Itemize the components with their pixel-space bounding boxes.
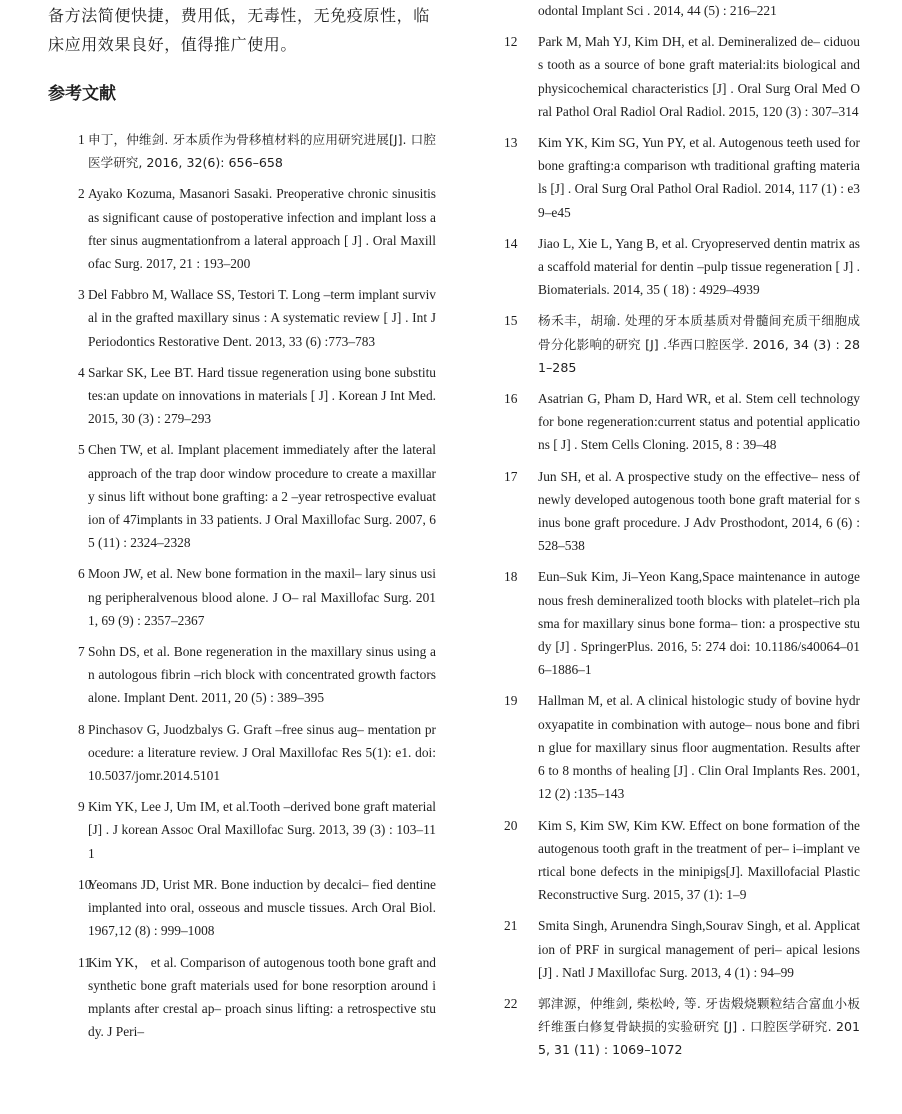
reference-text: Hallman M, et al. A clinical histologic study of bovine hydroxyapatite in combination with autoge– nous bone and fibrin glue for maxillary sinus floor augmentation. Results after 6 to 8 months of healing [J] . Clin Oral Implants Res. 2001,12 (2) :135–143: [538, 693, 860, 802]
reference-item: [498, 232, 860, 302]
reference-item: [498, 131, 860, 224]
reference-number: 12: [504, 34, 518, 50]
reference-text: Chen TW, et al. Implant placement immediately after the lateral approach of the trap door window procedure to create a maxillary sinus lift without bone grafting: a 2 –year retrospective evaluation of 47implants in 33 patients. J Oral Maxillofac Surg. 2007, 65 (11) : 2324–2328: [88, 442, 436, 551]
reference-item: [48, 361, 436, 431]
reference-text: Sarkar SK, Lee BT. Hard tissue regeneration using bone substitutes:an update on innovations in materials [ J] . Korean J Int Med. 2015, 30 (3) : 279–293: [88, 364, 436, 427]
reference-item: [498, 992, 860, 1062]
reference-number: 16: [504, 391, 518, 407]
left-column: [48, 0, 436, 1040]
reference-number: 7: [78, 644, 85, 660]
reference-item: [48, 795, 436, 865]
reference-item: [498, 309, 860, 379]
reference-number: 3: [78, 287, 85, 303]
reference-text: Eun–Suk Kim, Ji–Yeon Kang,Space maintenance in autogenous fresh demineralized tooth blocks with platelet–rich plasma for maxillary sinus bone forma– tion: a prospective study [J] . SpringerPlus. 2016, 5: 274 doi: 10.1186/s40064–016–1886–1: [538, 569, 860, 678]
reference-item: [48, 438, 436, 554]
reference-text: 杨禾丰，胡瑜. 处理的牙本质基质对骨髓间充质干细胞成骨分化影响的研究 [J] .华西口腔医学. 2016, 34 (3) : 281–285: [538, 313, 860, 375]
reference-text: 申丁，仲维剑. 牙本质作为骨移植材料的应用研究进展[J]. 口腔医学研究, 2016, 32(6): 656–658: [88, 132, 436, 171]
reference-number: 18: [504, 569, 518, 585]
references-list-left: [48, 128, 436, 1051]
reference-text: Jun SH, et al. A prospective study on the effective– ness of newly developed autogenous tooth bone graft material for sinus bone graft procedure. J Adv Prosthodont, 2014, 6 (6) : 528–538: [538, 468, 860, 554]
references-list-right: [498, 0, 860, 1070]
reference-item: [498, 0, 860, 22]
reference-number: 8: [78, 721, 85, 737]
reference-number: 13: [504, 135, 518, 151]
reference-text: Pinchasov G, Juodzbalys G. Graft –free sinus aug– mentation procedure: a literature review. J Oral Maxillofac Res 5(1): e1. doi:10.5037/jomr.2014.5101: [88, 721, 436, 784]
reference-text: Jiao L, Xie L, Yang B, et al. Cryopreserved dentin matrix as a scaffold material for dentin –pulp tissue regeneration [ J] . Biomaterials. 2014, 35 ( 18) : 4929–4939: [538, 235, 860, 298]
reference-number: 21: [504, 918, 518, 934]
reference-item: [48, 951, 436, 1044]
reference-item: [498, 387, 860, 457]
reference-item: [48, 873, 436, 943]
reference-item: [48, 562, 436, 632]
reference-text: Moon JW, et al. New bone formation in the maxil– lary sinus using peripheralvenous blood alone. J O– ral Maxillofac Surg. 2011, 69 (9) : 2357–2367: [88, 566, 436, 628]
reference-text: Park M, Mah YJ, Kim DH, et al. Demineralized de– ciduous tooth as a source of bone graft material:its biological and physicochemical characteristics [J] . Oral Surg Oral Med Oral Pathol Oral Radiol Oral Radiol. 2015, 120 (3) : 307–314: [538, 34, 860, 119]
intro-paragraph: 备方法简便快捷，费用低，无毒性，无免疫原性，临床应用效果良好，值得推广使用。: [48, 6, 430, 54]
reference-item: [48, 182, 436, 275]
reference-text: 郭津源，仲维剑, 柴松岭, 等. 牙齿煅烧颗粒结合富血小板纤维蛋白修复骨缺损的实验研究 [J] . 口腔医学研究. 2015, 31 (11) : 1069–1072: [538, 995, 860, 1058]
reference-number: 19: [504, 693, 518, 709]
reference-text: odontal Implant Sci . 2014, 44 (5) : 216–221: [538, 3, 777, 18]
reference-item: [498, 465, 860, 558]
reference-text: Ayako Kozuma, Masanori Sasaki. Preoperative chronic sinusitis as significant cause of postoperative infection and implant loss after sinus augmentationfrom a lateral approach [ J] . Oral Maxillofac Surg. 2017, 21 : 193–200: [88, 186, 436, 272]
reference-text: Smita Singh, Arunendra Singh,Sourav Singh, et al. Application of PRF in surgical management of peri– apical lesions [J] . Natl J Maxillofac Surg. 2013, 4 (1) : 94–99: [538, 918, 860, 980]
reference-text: Kim YK， et al. Comparison of autogenous tooth bone graft and synthetic bone graft materials used for bone resorption around implants after crestal ap– proach sinus lifting: a retrospective study. J Peri–: [88, 954, 436, 1040]
reference-number: 22: [504, 995, 518, 1011]
reference-number: [498, 0, 538, 22]
reference-item: [498, 689, 860, 805]
reference-number: 4: [78, 364, 85, 380]
reference-number: 15: [504, 313, 518, 329]
reference-text: Sohn DS, et al. Bone regeneration in the maxillary sinus using an autologous fibrin –rich block with concentrated growth factors alone. Implant Dent. 2011, 20 (5) : 389–395: [88, 644, 436, 706]
reference-text: Asatrian G, Pham D, Hard WR, et al. Stem cell technology for bone regeneration:current status and potential applications [ J] . Stem Cells Cloning. 2015, 8 : 39–48: [538, 391, 860, 453]
reference-number: 20: [504, 817, 518, 833]
reference-number: 17: [504, 468, 518, 484]
reference-item: [48, 718, 436, 788]
reference-number: 9: [78, 799, 85, 815]
reference-number: 1: [78, 132, 85, 147]
reference-number: 5: [78, 442, 85, 458]
reference-text: Kim YK, Lee J, Um IM, et al.Tooth –derived bone graft material [J] . J korean Assoc Oral Maxillofac Surg. 2013, 39 (3) : 103–111: [88, 799, 436, 861]
reference-item: [498, 914, 860, 984]
reference-item: [498, 814, 860, 907]
reference-number: 10: [78, 876, 92, 892]
reference-number: 2: [78, 186, 85, 202]
reference-number: 6: [78, 566, 85, 582]
reference-item: [498, 30, 860, 123]
reference-text: Kim YK, Kim SG, Yun PY, et al. Autogenous teeth used for bone grafting:a comparison wth traditional grafting materials [J] . Oral Surg Oral Pathol Oral Radiol. 2014, 117 (1) : e39–e45: [538, 135, 860, 220]
reference-text: Del Fabbro M, Wallace SS, Testori T. Long –term implant survival in the grafted maxillary sinus : A systematic review [ J] . Int J Periodontics Restorative Dent. 2013, 33 (6) :773–783: [88, 287, 436, 349]
references-heading: 参考文献: [48, 84, 116, 104]
reference-item: [48, 640, 436, 710]
reference-number: 11: [78, 954, 91, 970]
reference-number: 14: [504, 235, 518, 251]
reference-item: [498, 565, 860, 681]
reference-text: Kim S, Kim SW, Kim KW. Effect on bone formation of the autogenous tooth graft in the treatment of per– i–implant vertical bone defects in the minipigs[J]. Maxillofacial Plastic Reconstructive Surg. 2015, 37 (1): 1–9: [538, 817, 860, 903]
reference-item: [48, 128, 436, 174]
reference-item: [48, 283, 436, 353]
reference-text: Yeomans JD, Urist MR. Bone induction by decalci– fied dentine implanted into oral, osseous and muscle tissues. Arch Oral Biol. 1967,12 (8) : 999–1008: [88, 876, 436, 939]
